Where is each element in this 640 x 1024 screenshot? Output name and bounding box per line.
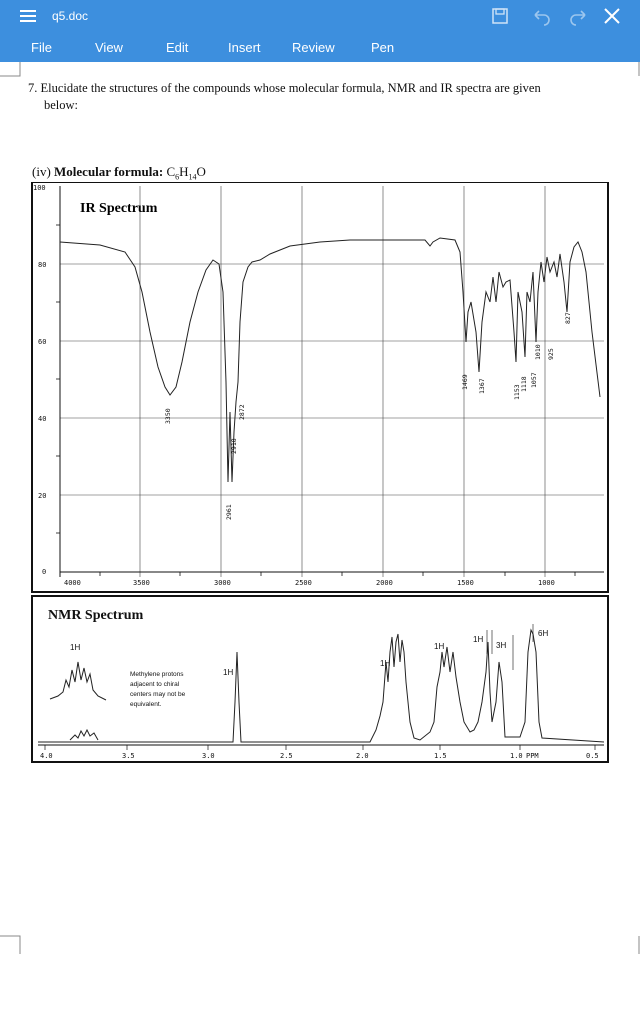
menu-view[interactable]: View bbox=[95, 40, 123, 55]
nmr-title: NMR Spectrum bbox=[48, 608, 144, 623]
ir-x-tick: 1500 bbox=[457, 579, 474, 587]
nmr-x-tick: 2.5 bbox=[280, 752, 293, 760]
ir-peak-label: 1057 bbox=[530, 372, 538, 388]
page-corner-mark bbox=[630, 62, 640, 82]
ir-y-tick: 0 bbox=[42, 568, 47, 576]
hamburger-menu-icon[interactable] bbox=[20, 10, 36, 22]
nmr-note-line: adjacent to chiral bbox=[130, 681, 180, 688]
formula-c-count: 6 bbox=[175, 172, 180, 182]
part-label: (iv) bbox=[32, 164, 51, 179]
ir-y-tick: 20 bbox=[38, 492, 47, 500]
redo-icon[interactable] bbox=[568, 6, 590, 26]
ir-title: IR Spectrum bbox=[80, 201, 158, 216]
ir-peak-label: 3350 bbox=[164, 408, 172, 424]
nmr-x-tick: PPM bbox=[526, 752, 539, 760]
menu-insert[interactable]: Insert bbox=[228, 40, 261, 55]
formula-o: O bbox=[196, 164, 206, 179]
molecular-formula bbox=[32, 164, 206, 182]
ir-peak-label: 2961 bbox=[225, 504, 233, 520]
formula-c: C bbox=[166, 164, 176, 179]
ir-x-tick: 3500 bbox=[133, 579, 150, 587]
ir-peak-label: 2918 bbox=[230, 438, 238, 454]
ir-x-tick: 1000 bbox=[538, 579, 555, 587]
menu-pen[interactable]: Pen bbox=[371, 40, 395, 55]
nmr-note-line: equivalent. bbox=[130, 701, 162, 708]
menu-review[interactable]: Review bbox=[292, 40, 335, 55]
menu-bar bbox=[0, 38, 640, 58]
nmr-x-tick: 1.0 bbox=[510, 752, 523, 760]
question-line: below: bbox=[44, 98, 79, 112]
save-icon[interactable] bbox=[490, 6, 510, 26]
ir-peak-label: 1469 bbox=[461, 374, 469, 390]
question-text bbox=[28, 80, 618, 114]
document-title: q5.doc bbox=[52, 9, 89, 23]
ir-x-tick: 4000 bbox=[64, 579, 81, 587]
nmr-x-tick: 0.5 bbox=[586, 752, 599, 760]
question-line: 7. Elucidate the structures of the compounds whose molecular formula, NMR and IR spectra are given bbox=[28, 81, 541, 95]
nmr-x-tick: 2.0 bbox=[356, 752, 369, 760]
nmr-x-tick: 4.0 bbox=[40, 752, 53, 760]
undo-icon[interactable] bbox=[530, 6, 552, 26]
ir-x-tick: 2500 bbox=[295, 579, 312, 587]
ir-y-tick: 60 bbox=[38, 338, 47, 346]
spectra-figure bbox=[30, 182, 610, 766]
nmr-integration: 6H bbox=[538, 629, 549, 638]
ir-y-tick: 100 bbox=[33, 184, 46, 192]
ir-peak-label: 1153 bbox=[513, 384, 521, 400]
formula-label: Molecular formula: bbox=[54, 164, 164, 179]
ir-peak-label: 925 bbox=[547, 348, 555, 360]
ir-x-tick: 3000 bbox=[214, 579, 231, 587]
nmr-note-line: centers may not be bbox=[130, 691, 186, 698]
app-bar bbox=[0, 0, 640, 62]
nmr-integration: 1H bbox=[473, 635, 484, 644]
ir-peak-label: 1118 bbox=[520, 376, 528, 392]
nmr-integration: 1H bbox=[380, 659, 391, 668]
close-icon[interactable] bbox=[602, 6, 622, 26]
ir-x-tick: 2000 bbox=[376, 579, 393, 587]
nmr-integration: 1H bbox=[223, 668, 234, 677]
ir-y-tick: 40 bbox=[38, 415, 47, 423]
menu-file[interactable]: File bbox=[31, 40, 52, 55]
formula-h-count: 14 bbox=[188, 172, 197, 182]
nmr-x-tick: 3.0 bbox=[202, 752, 215, 760]
page-corner-mark bbox=[0, 62, 24, 82]
page-corner-mark bbox=[630, 930, 640, 956]
nmr-integration: 1H bbox=[70, 643, 81, 652]
formula-h: H bbox=[179, 164, 189, 179]
nmr-note-line: Methylene protons bbox=[130, 671, 184, 678]
nmr-x-tick: 3.5 bbox=[122, 752, 135, 760]
page-corner-mark bbox=[0, 930, 24, 956]
ir-peak-label: 2872 bbox=[238, 404, 246, 420]
ir-peak-label: 1367 bbox=[478, 378, 486, 394]
ir-peak-label: 827 bbox=[564, 312, 572, 324]
ir-y-tick: 80 bbox=[38, 261, 47, 269]
menu-edit[interactable]: Edit bbox=[166, 40, 189, 55]
nmr-integration: 3H bbox=[496, 641, 507, 650]
nmr-x-tick: 1.5 bbox=[434, 752, 447, 760]
nmr-integration: 1H bbox=[434, 642, 445, 651]
ir-peak-label: 1010 bbox=[534, 344, 542, 360]
